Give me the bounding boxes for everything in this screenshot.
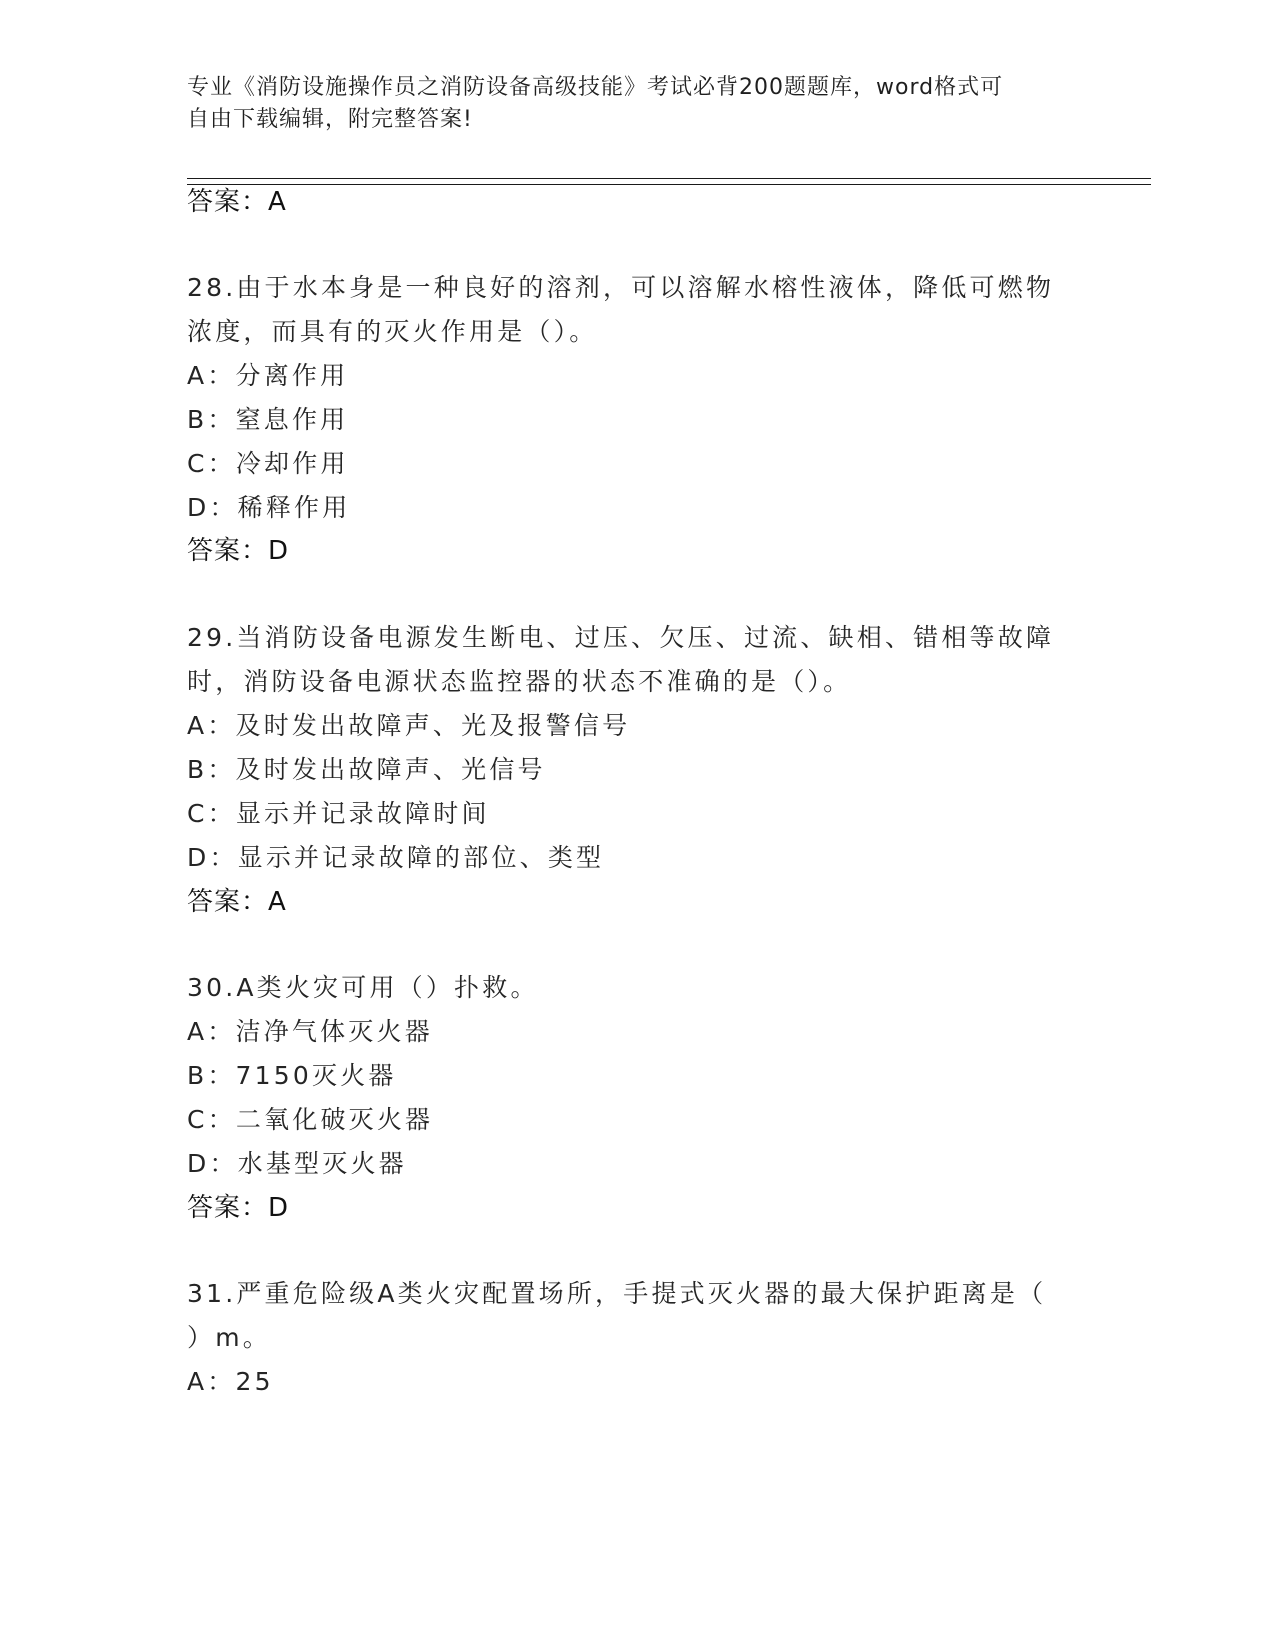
header-line-2: 自由下载编辑，附完整答案!	[187, 107, 473, 132]
header-line-1: 专业《消防设施操作员之消防设备高级技能》考试必背200题题库，word格式可	[187, 75, 1004, 100]
question-29-answer: 答案：A	[187, 887, 287, 917]
question-29-stem-line-1: 29.当消防设备电源发生断电、过压、欠压、过流、缺相、错相等故障	[187, 623, 1055, 652]
question-28-stem-line-1: 28.由于水本身是一种良好的溶剂，可以溶解水榕性液体，降低可燃物	[187, 273, 1055, 302]
question-30-answer: 答案：D	[187, 1193, 290, 1223]
question-29-option-a: A：及时发出故障声、光及报警信号	[187, 711, 631, 740]
question-31-stem-line-1: 31.严重危险级A类火灾配置场所，手提式灭火器的最大保护距离是（	[187, 1279, 1047, 1308]
question-30-option-a: A：洁净气体灭火器	[187, 1017, 433, 1046]
question-29-option-c: C：显示并记录故障时间	[187, 799, 490, 828]
question-28-option-d: D：稀释作用	[187, 493, 351, 522]
question-28-option-b: B：窒息作用	[187, 405, 349, 434]
question-30-stem: 30.A类火灾可用（）扑救。	[187, 973, 539, 1002]
answer-27: 答案：A	[187, 187, 287, 217]
question-29-option-b: B：及时发出故障声、光信号	[187, 755, 546, 784]
header-divider	[187, 178, 1151, 185]
question-28-stem-line-2: 浓度，而具有的灭火作用是（）。	[187, 317, 598, 346]
document-header	[187, 72, 1067, 136]
question-30-option-d: D：水基型灭火器	[187, 1149, 407, 1178]
question-28-answer: 答案：D	[187, 536, 290, 566]
question-30-option-c: C：二氧化破灭火器	[187, 1105, 434, 1134]
question-31-option-a: A：25	[187, 1367, 274, 1396]
question-29-option-d: D：显示并记录故障的部位、类型	[187, 843, 605, 872]
question-29-stem-line-2: 时，消防设备电源状态监控器的状态不准确的是（）。	[187, 667, 852, 696]
question-31-stem-line-2: ）m。	[187, 1323, 271, 1352]
question-28-option-c: C：冷却作用	[187, 449, 349, 478]
question-28-option-a: A：分离作用	[187, 361, 349, 390]
question-30-option-b: B：7150灭火器	[187, 1061, 397, 1090]
